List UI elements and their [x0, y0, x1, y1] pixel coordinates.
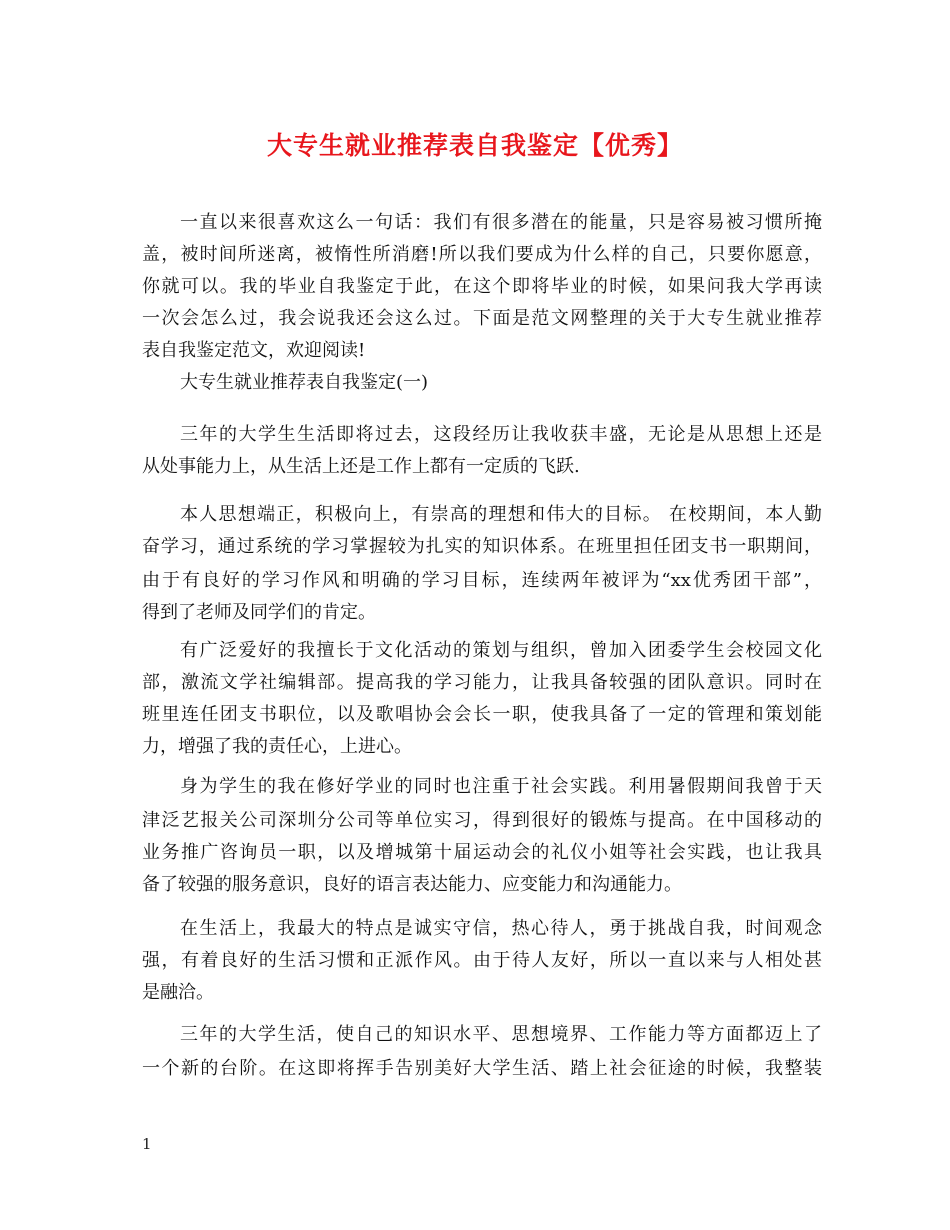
- paragraph-line: 三年的大学生生活即将过去，这段经历让我收获丰盛，无论是从思想上还是: [180, 424, 822, 445]
- paragraph-line: 强，有着良好的生活习惯和正派作风。由于待人友好，所以一直以来与人相处甚: [142, 950, 822, 971]
- paragraph-line: 业务推广咨询员一职，以及增城第十届运动会的礼仪小姐等社会实践，也让我具: [142, 842, 822, 863]
- paragraph-line: 从处事能力上，从生活上还是工作上都有一定质的飞跃.: [142, 456, 580, 477]
- paragraph-line: 盖，被时间所迷离，被惰性所消磨!所以我们要成为什么样的自己，只要你愿意，: [142, 244, 822, 265]
- paragraph-line: 部，激流文学社编辑部。提高我的学习能力，让我具备较强的团队意识。同时在: [142, 672, 822, 693]
- paragraph-line: 力，增强了我的责任心，上进心。: [142, 736, 412, 757]
- document-title: 大专生就业推荐表自我鉴定【优秀】: [266, 131, 683, 160]
- paragraph-line: 奋学习，通过系统的学习掌握较为扎实的知识体系。在班里担任团支书一职期间，: [142, 536, 822, 557]
- paragraph-line: 备了较强的服务意识，良好的语言表达能力、应变能力和沟通能力。: [142, 874, 682, 895]
- paragraph-line: 一个新的台阶。在这即将挥手告别美好大学生活、踏上社会征途的时候，我整装: [142, 1058, 822, 1079]
- paragraph-line: 是融洽。: [142, 982, 214, 1003]
- paragraph-line: 表自我鉴定范文，欢迎阅读!: [142, 340, 366, 361]
- paragraph-line: 津泛艺报关公司深圳分公司等单位实习，得到很好的锻炼与提高。在中国移动的: [142, 810, 822, 831]
- paragraph-line: 一直以来很喜欢这么一句话：我们有很多潜在的能量，只是容易被习惯所掩: [180, 212, 822, 233]
- section-heading: 大专生就业推荐表自我鉴定(一): [180, 372, 429, 393]
- paragraph-line: 身为学生的我在修好学业的同时也注重于社会实践。利用暑假期间我曾于天: [180, 776, 822, 797]
- paragraph-line: 班里连任团支书职位，以及歌唱协会会长一职，使我具备了一定的管理和策划能: [142, 704, 822, 725]
- paragraph-line: 三年的大学生活，使自己的知识水平、思想境界、工作能力等方面都迈上了: [180, 1024, 822, 1045]
- paragraph-line: 本人思想端正，积极向上，有崇高的理想和伟大的目标。 在校期间，本人勤: [180, 504, 822, 525]
- paragraph-line: 得到了老师及同学们的肯定。: [142, 602, 376, 623]
- paragraph-line: 你就可以。我的毕业自我鉴定于此，在这个即将毕业的时候，如果问我大学再读: [142, 276, 822, 297]
- paragraph-line: 在生活上，我最大的特点是诚实守信，热心待人，勇于挑战自我，时间观念: [180, 918, 822, 939]
- paragraph-line: 由于有良好的学习作风和明确的学习目标，连续两年被评为“xx优秀团干部”，: [142, 570, 822, 591]
- page-number: 1: [142, 1135, 152, 1153]
- paragraph-line: 有广泛爱好的我擅长于文化活动的策划与组织，曾加入团委学生会校园文化: [180, 640, 822, 661]
- paragraph-line: 一次会怎么过，我会说我还会这么过。下面是范文网整理的关于大专生就业推荐: [142, 308, 822, 329]
